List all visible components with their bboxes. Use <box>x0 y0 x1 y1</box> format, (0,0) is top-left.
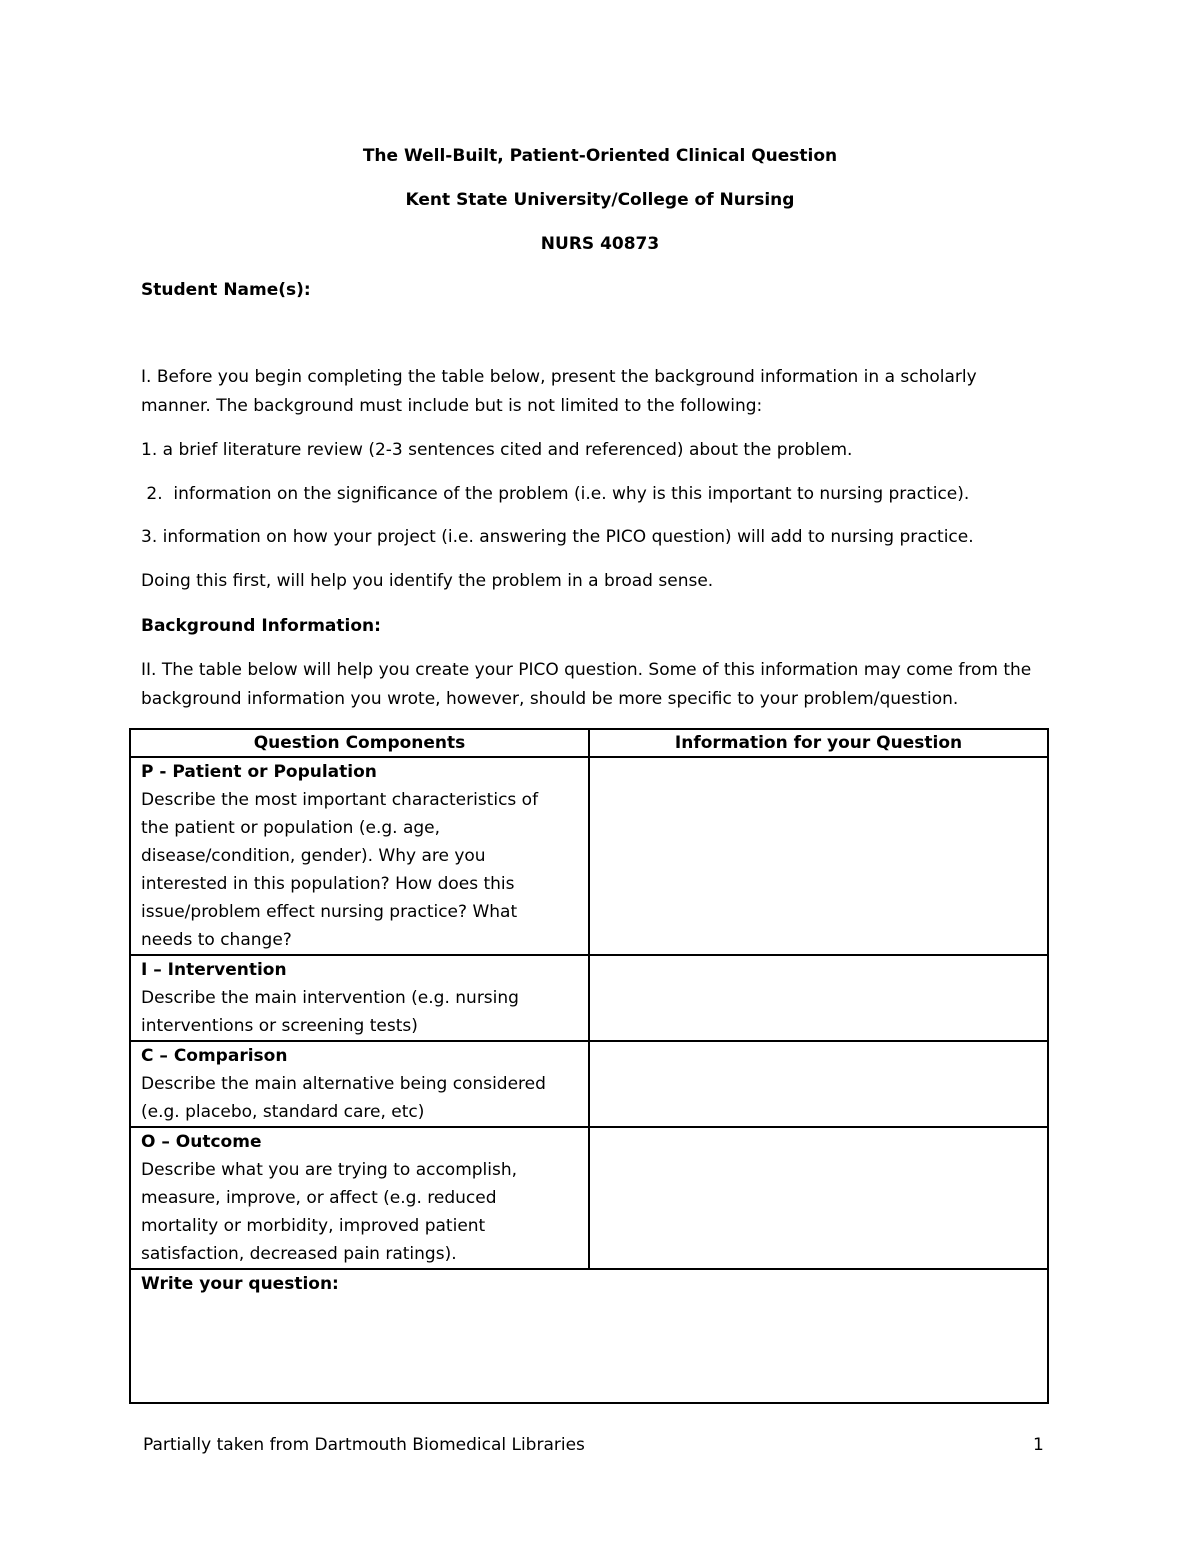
component-desc-line: Describe the most important characteristics of <box>141 790 539 810</box>
section1-closing: Doing this first, will help you identify the problem in a broad sense. <box>141 571 714 591</box>
answer-cell-comparison[interactable] <box>589 1041 1048 1127</box>
table-row-intervention <box>130 955 1048 1041</box>
answer-cell-outcome[interactable] <box>589 1127 1048 1269</box>
component-desc-line: measure, improve, or affect (e.g. reduced <box>141 1188 497 1208</box>
component-desc-line: interested in this population? How does this <box>141 874 515 894</box>
component-desc-line: the patient or population (e.g. age, <box>141 818 441 838</box>
course-code: NURS 40873 <box>540 234 660 254</box>
component-desc-line: issue/problem effect nursing practice? What <box>141 902 518 922</box>
section1-intro-line2: manner. The background must include but is not limited to the following: <box>141 396 763 416</box>
component-desc-line: Describe the main intervention (e.g. nursing <box>141 988 519 1008</box>
component-title: P - Patient or Population <box>141 762 377 782</box>
component-desc-line: interventions or screening tests) <box>141 1016 418 1036</box>
component-desc-line: disease/condition, gender). Why are you <box>141 846 486 866</box>
section2-line1: II. The table below will help you create your PICO question. Some of this information may come from the <box>141 660 1032 680</box>
component-cell-outcome <box>130 1127 589 1269</box>
table-row-comparison <box>130 1041 1048 1127</box>
write-question-label: Write your question: <box>141 1274 339 1294</box>
answer-cell-patient[interactable] <box>589 757 1048 955</box>
background-info-label: Background Information: <box>141 616 381 636</box>
component-title: I – Intervention <box>141 960 287 980</box>
component-title: C – Comparison <box>141 1046 288 1066</box>
institution-name: Kent State University/College of Nursing <box>405 190 795 210</box>
component-cell-comparison <box>130 1041 589 1127</box>
component-cell-intervention <box>130 955 589 1041</box>
answer-cell-intervention[interactable] <box>589 955 1048 1041</box>
table-row-question <box>130 1269 1048 1403</box>
component-desc-line: needs to change? <box>141 930 292 950</box>
footer-source: Partially taken from Dartmouth Biomedical Libraries <box>143 1435 585 1455</box>
component-desc-line: satisfaction, decreased pain ratings). <box>141 1244 457 1264</box>
table-header-row <box>130 729 1048 757</box>
section1-item-2: 2. information on the significance of the problem (i.e. why is this important to nursing practice). <box>141 484 970 504</box>
section1-item-1: 1. a brief literature review (2-3 sentences cited and referenced) about the problem. <box>141 440 853 460</box>
header-information: Information for your Question <box>589 729 1048 757</box>
section1-item-3: 3. information on how your project (i.e. answering the PICO question) will add to nursing practice. <box>141 527 974 547</box>
component-desc-line: Describe what you are trying to accomplish, <box>141 1160 518 1180</box>
component-desc-line: (e.g. placebo, standard care, etc) <box>141 1102 425 1122</box>
header-question-components: Question Components <box>130 729 589 757</box>
component-desc-line: Describe the main alternative being considered <box>141 1074 546 1094</box>
document-title: The Well-Built, Patient-Oriented Clinical Question <box>362 146 838 166</box>
table-row-patient <box>130 757 1048 955</box>
pico-table <box>129 728 1049 1404</box>
student-name-label: Student Name(s): <box>141 280 311 300</box>
section2-line2: background information you wrote, however, should be more specific to your problem/question. <box>141 689 959 709</box>
write-question-cell[interactable] <box>130 1269 1048 1403</box>
component-cell-patient <box>130 757 589 955</box>
section1-intro-line1: I. Before you begin completing the table below, present the background information in a scholarly <box>141 367 977 387</box>
component-desc-line: mortality or morbidity, improved patient <box>141 1216 486 1236</box>
component-title: O – Outcome <box>141 1132 262 1152</box>
table-row-outcome <box>130 1127 1048 1269</box>
page-number: 1 <box>1033 1435 1044 1455</box>
